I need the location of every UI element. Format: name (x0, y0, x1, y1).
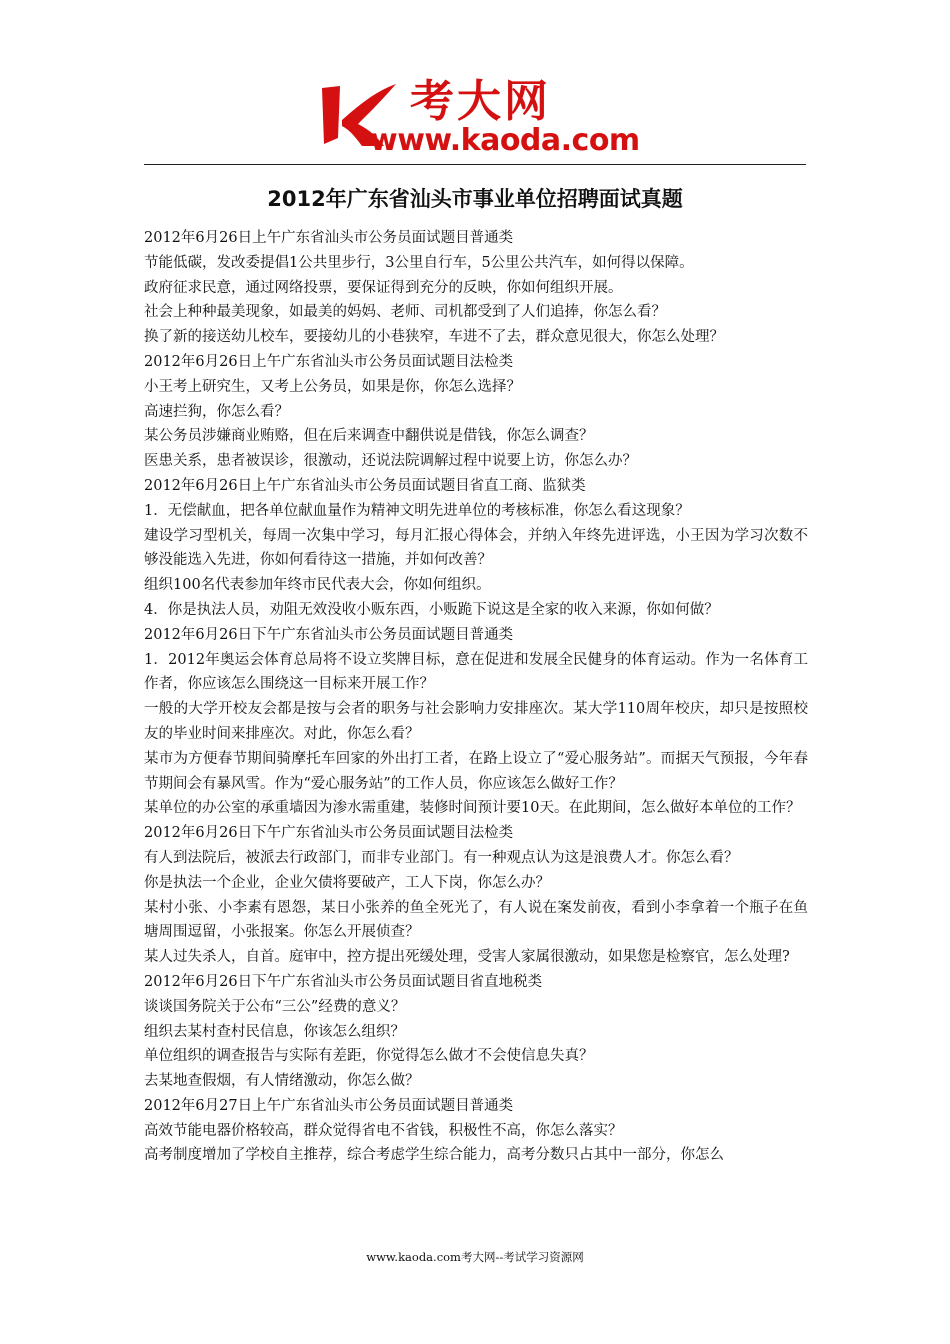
body-paragraph: 组织去某村查村民信息，你该怎么组织？ (144, 1023, 405, 1040)
header-divider (144, 164, 806, 165)
body-paragraph: 去某地查假烟，有人情绪激动，你怎么做？ (144, 1073, 420, 1090)
body-paragraph: 某人过失杀人，自首。庭审中，控方提出死缓处理，受害人家属很激动，如果您是检察官，怎么处理? (144, 949, 790, 966)
body-paragraph: 换了新的接送幼儿校车，要接幼儿的小巷狭窄，车进不了去，群众意见很大，你怎么处理？ (144, 329, 724, 346)
site-logo[interactable] (318, 78, 638, 158)
body-paragraph: 建设学习型机关，每周一次集中学习，每月汇报心得体会，并纳入年终先进评选，小王因为学习次数不够没能选入先进，你如何看待这一措施，并如何改善？ (144, 527, 808, 569)
body-paragraph: 4．你是执法人员，劝阻无效没收小贩东西，小贩跪下说这是全家的收入来源，你如何做？ (144, 601, 719, 618)
document-body (144, 226, 808, 1168)
body-paragraph: 高速拦狗，你怎么看？ (144, 403, 289, 420)
body-paragraph: 2012年6月26日下午广东省汕头市公务员面试题目法检类 (144, 825, 514, 842)
body-paragraph: 单位组织的调查报告与实际有差距，你觉得怎么做才不会使信息失真？ (144, 1048, 594, 1065)
body-paragraph: 2012年6月26日下午广东省汕头市公务员面试题目省直地税类 (144, 973, 543, 990)
body-paragraph: 高效节能电器价格较高，群众觉得省电不省钱，积极性不高，你怎么落实？ (144, 1122, 623, 1139)
body-paragraph: 2012年6月27日上午广东省汕头市公务员面试题目普通类 (144, 1097, 514, 1114)
body-paragraph: 一般的大学开校友会都是按与会者的职务与社会影响力安排座次。某大学110周年校庆，却只是按照校友的毕业时间来排座次。对此，你怎么看？ (144, 701, 808, 742)
page-title: 2012年广东省汕头市事业单位招聘面试真题 (267, 187, 683, 211)
body-paragraph: 社会上种种最美现象，如最美的妈妈、老师、司机都受到了人们追捧，你怎么看？ (144, 304, 666, 321)
body-paragraph: 谈谈国务院关于公布“三公”经费的意义？ (144, 998, 406, 1015)
page-footer: www.kaoda.com考大网--考试学习资源网 (366, 1250, 584, 1264)
body-paragraph: 你是执法一个企业，企业欠债将要破产，工人下岗，你怎么办？ (144, 874, 550, 891)
body-paragraph: 组织100名代表参加年终市民代表大会，你如何组织。 (144, 577, 491, 594)
logo-brand-text: 考大网 (410, 76, 551, 127)
body-paragraph: 医患关系，患者被误诊，很激动，还说法院调解过程中说要上访，你怎么办？ (144, 453, 637, 470)
body-paragraph: 1．2012年奥运会体育总局将不设立奖牌目标，意在促进和发展全民健身的体育运动。作为一名体育工作者，你应该怎么围绕这一目标来开展工作？ (144, 651, 808, 693)
logo-url-text: www.kaoda.com (370, 123, 640, 158)
body-paragraph: 1．无偿献血，把各单位献血量作为精神文明先进单位的考核标准，你怎么看这现象？ (144, 502, 690, 519)
body-paragraph: 某村小张、小李素有恩怨，某日小张养的鱼全死光了，有人说在案发前夜，看到小李拿着一个瓶子在鱼塘周围逗留，小张报案。你怎么开展侦查？ (144, 899, 808, 941)
body-paragraph: 小王考上研究生，又考上公务员，如果是你，你怎么选择？ (144, 378, 521, 395)
body-paragraph: 某公务员涉嫌商业贿赂，但在后来调查中翻供说是借钱，你怎么调查？ (144, 428, 594, 445)
body-paragraph: 某市为方便春节期间骑摩托车回家的外出打工者，在路上设立了“爱心服务站”。而据天气预报，今年春节期间会有暴风雪。作为“爱心服务站”的工作人员，你应该怎么做好工作？ (144, 750, 808, 792)
body-paragraph: 2012年6月26日上午广东省汕头市公务员面试题目省直工商、监狱类 (144, 477, 586, 494)
body-paragraph: 政府征求民意，通过网络投票，要保证得到充分的反映，你如何组织开展。 (144, 279, 623, 296)
body-paragraph: 2012年6月26日下午广东省汕头市公务员面试题目普通类 (144, 626, 514, 643)
body-paragraph: 有人到法院后，被派去行政部门，而非专业部门。有一种观点认为这是浪费人才。你怎么看？ (144, 849, 739, 866)
body-paragraph: 节能低碳，发改委提倡1公共里步行，3公里自行车，5公里公共汽车，如何得以保障。 (144, 254, 694, 271)
body-paragraph: 2012年6月26日上午广东省汕头市公务员面试题目法检类 (144, 353, 514, 370)
body-paragraph: 2012年6月26日上午广东省汕头市公务员面试题目普通类 (144, 230, 514, 246)
body-paragraph: 某单位的办公室的承重墙因为渗水需重建，装修时间预计要10天。在此期间，怎么做好本单位的工作？ (144, 800, 801, 817)
body-paragraph: 高考制度增加了学校自主推荐，综合考虑学生综合能力，高考分数只占其中一部分，你怎么 (144, 1147, 724, 1164)
